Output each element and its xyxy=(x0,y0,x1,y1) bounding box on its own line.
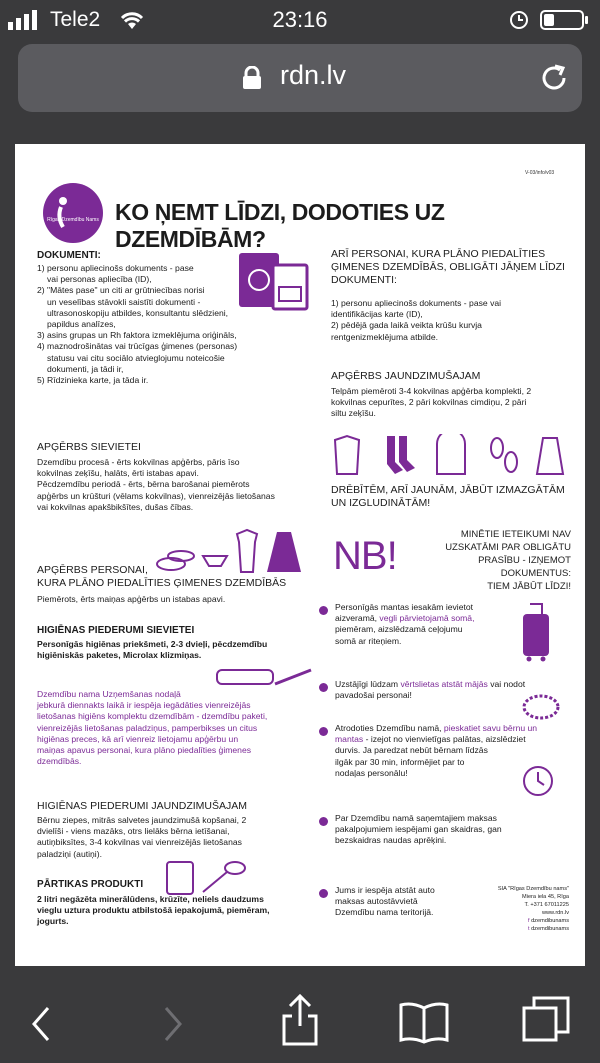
clock-icon xyxy=(521,764,555,798)
women-hygiene-heading: HIGIĒNAS PIEDERUMI SIEVIETEI xyxy=(37,625,195,636)
back-icon[interactable] xyxy=(30,1006,52,1042)
tabs-icon[interactable] xyxy=(522,996,570,1044)
baby-clothes-icons xyxy=(331,434,571,478)
suitcase-icon xyxy=(521,602,551,662)
bullet-icon xyxy=(319,727,328,736)
bullet-icon xyxy=(319,817,328,826)
passport-icon xyxy=(237,247,311,327)
page-title: KO ŅEMT LĪDZI, DODOTIES UZ DZEMDĪBĀM? xyxy=(115,199,445,252)
share-icon[interactable] xyxy=(280,994,320,1046)
partner-clothing-heading: APĢĒRBS PERSONAI, KURA PLĀNO PIEDALĪTIES ĢIMENES DZEMDĪBĀS xyxy=(37,564,287,589)
tip-watch-child: Atrodoties Dzemdību namā, pieskatiet savu bērnu un mantas - izejot no vienvietīgas palātas, aizslēdziet durvis. Ja paredzat nebūt bērnam līdzās ilgāk par 30 min, informējiet par to nodaļas personālu! xyxy=(335,723,538,778)
browser-toolbar xyxy=(0,980,600,1063)
contact-block: SIA "Rīgas Dzemdību nams" Miera iela 45, Rīga T. +371 67011225 www.rdn.lv f dzemdibunams t dzemdibunams xyxy=(497,886,569,932)
nb-label: NB! xyxy=(333,534,397,578)
bookmarks-icon[interactable] xyxy=(398,1000,450,1044)
bullet-icon xyxy=(319,889,328,898)
battery-icon xyxy=(540,10,590,30)
nb-notice: MINĒTIE IETEIKUMI NAV UZSKATĀMI PAR OBLIGĀTU PRASĪBU - IZŅEMOT DOKUMENTUS: TIEM JĀBŪT LĪDZI! xyxy=(445,529,571,592)
newborn-clothing-heading: APĢĒRBS JAUNDZIMUŠAJAM xyxy=(331,370,481,382)
bullet-icon xyxy=(319,683,328,692)
alarm-icon xyxy=(508,8,530,30)
tip-luggage: Personīgās mantas iesakām ievietot aizveramā, vegli pārvietojamā somā, piemēram, aizslēdzamā ceļojumu somā ar riteņiem. xyxy=(335,602,475,646)
tip-valuables: Uzstājīgi lūdzam vērtslietas atstāt mājās vai nodot pavadošai personai! xyxy=(335,679,526,701)
admission-info-text: Dzemdību nama Uzņemšanas nodaļā jebkurā diennakts laikā ir iespēja iegādāties vienreizējās lietošanas higiēns komplektu dzemdībām - dzemdību paketi, vienreizējās lietošanas paladziņus, pamperbikses un citus higiēnas preces, kā arī vienreiz lietojamu apģērbu un maiņas apavus personai, kura plāno piedalīties ģimenes dzemdībās. xyxy=(37,689,268,767)
food-heading: PĀRTIKAS PRODUKTI xyxy=(37,879,144,890)
wash-clothes-note: DRĒBĪTĒM, ARĪ JAUNĀM, JĀBŪT IZMAZGĀTĀM UN IZGLUDINĀTĀM! xyxy=(331,484,565,509)
newborn-clothing-text: Telpām piemēroti 3-4 kokvilnas apģērba komplekti, 2 kokvilnas cepurītes, 2 pāri kokvilnas cimdiņu, 2 pāri siltu zeķīšu. xyxy=(331,386,532,419)
newborn-hygiene-heading: HIGIĒNAS PIEDERUMI JAUNDZIMUŠAJAM xyxy=(37,800,248,812)
forward-icon[interactable] xyxy=(162,1006,184,1042)
bracelet-icon xyxy=(521,692,561,722)
twitter-icon: t xyxy=(527,926,532,932)
rdn-logo xyxy=(43,183,103,243)
url-text[interactable]: rdn.lv xyxy=(280,60,347,90)
women-hygiene-text: Personīgās higiēnas priekšmeti, 2-3 dvieļi, pēcdzemdību higiēniskās paketes, Microlax klizmiņas. xyxy=(37,639,268,661)
yogurt-spoon-icon xyxy=(163,858,253,898)
documents-list: 1) personu apliecinošs dokuments - pase vai personas apliecība (ID), 2) "Mātes pase" un citi ar grūtniecības norisi un veselības stāvokli saistīti dokumenti - ultrasonoskopiju atbildes, konsultantu slēdzieni, papildus analīzes, 3) asins grupas un Rh faktora izmeklējuma oriģināls, 4) maznodrošinātas vai trūcīgas ģimenes (personas) statusu vai citu sociālo atvieglojumu noteicošie dokumenti, ja tādi ir, 5) Rīdzinieka karte, ja tāda ir. xyxy=(37,263,238,386)
women-clothing-text: Dzemdību procesā - ērts kokvilnas apģērbs, pāris īso kokvilnas zeķīšu, halāts, ērti istabas apavi. Pēcdzemdību periodā - ērts, bērna barošanai piemērots apģērbs un krūšturi (vēlams kokvilnas), vienreizējās lietošanas vai kokvilnas apakšbikšītes, dušas čības. xyxy=(37,457,275,512)
clock: 23:16 xyxy=(272,7,328,32)
women-clothing-heading: APĢĒRBS SIEVIETEI xyxy=(37,441,141,453)
document-image xyxy=(15,144,585,966)
lock-icon xyxy=(242,66,262,90)
logo-mark-icon xyxy=(43,183,103,243)
document-code: V-03/info/v03 xyxy=(525,170,555,176)
food-text: 2 litri negāzēta minerālūdens, krūzīte, neliels daudzums vieglu uztura produktu atbilstošā iepakojumā, piemēram, jogurts. xyxy=(37,894,270,927)
facebook-icon: f xyxy=(527,918,532,924)
newborn-hygiene-text: Bērnu ziepes, mitrās salvetes jaundzimušā kopšanai, 2 dvielīši - viens mazāks, otrs lielāks bērna ietīšanai, autiņbiksītes, 3-4 kokvilnas vai vienreizējās lietošanas paladziņi (autiņi). xyxy=(37,815,247,859)
bullet-icon xyxy=(319,606,328,615)
logo-text: Rīgas Dzemdību Nams xyxy=(47,217,99,223)
carrier-name: Tele2 xyxy=(50,8,101,31)
documents-heading: DOKUMENTI: xyxy=(37,250,101,261)
partner-documents-list: 1) personu apliecinošs dokuments - pase vai identifikācijas karte (ID), 2) pēdējā gada laikā veikta krūšu kurvja rentgenizmeklējuma atbilde. xyxy=(331,298,502,342)
tip-parking: Jums ir iespēja atstāt auto maksas autostāvvietā Dzemdību nama teritorijā. xyxy=(335,885,435,918)
reload-icon[interactable] xyxy=(538,62,570,94)
partner-clothing-text: Piemērots, ērts maiņas apģērbs un istabas apavi. xyxy=(37,594,226,604)
tip-payment: Par Dzemdību namā saņemtajiem maksas pakalpojumiem iespējami gan skaidras, gan bezskaidras naudas aprēķini. xyxy=(335,813,502,846)
status-bar xyxy=(0,0,600,40)
toothbrush-icon xyxy=(215,664,315,690)
address-bar[interactable] xyxy=(18,44,582,112)
partner-documents-heading: ARĪ PERSONAI, KURA PLĀNO PIEDALĪTIES ĢIMENES DZEMDĪBĀS, OBLIGĀTI JĀŅEM LĪDZI DOKUMENTI: xyxy=(331,248,565,286)
